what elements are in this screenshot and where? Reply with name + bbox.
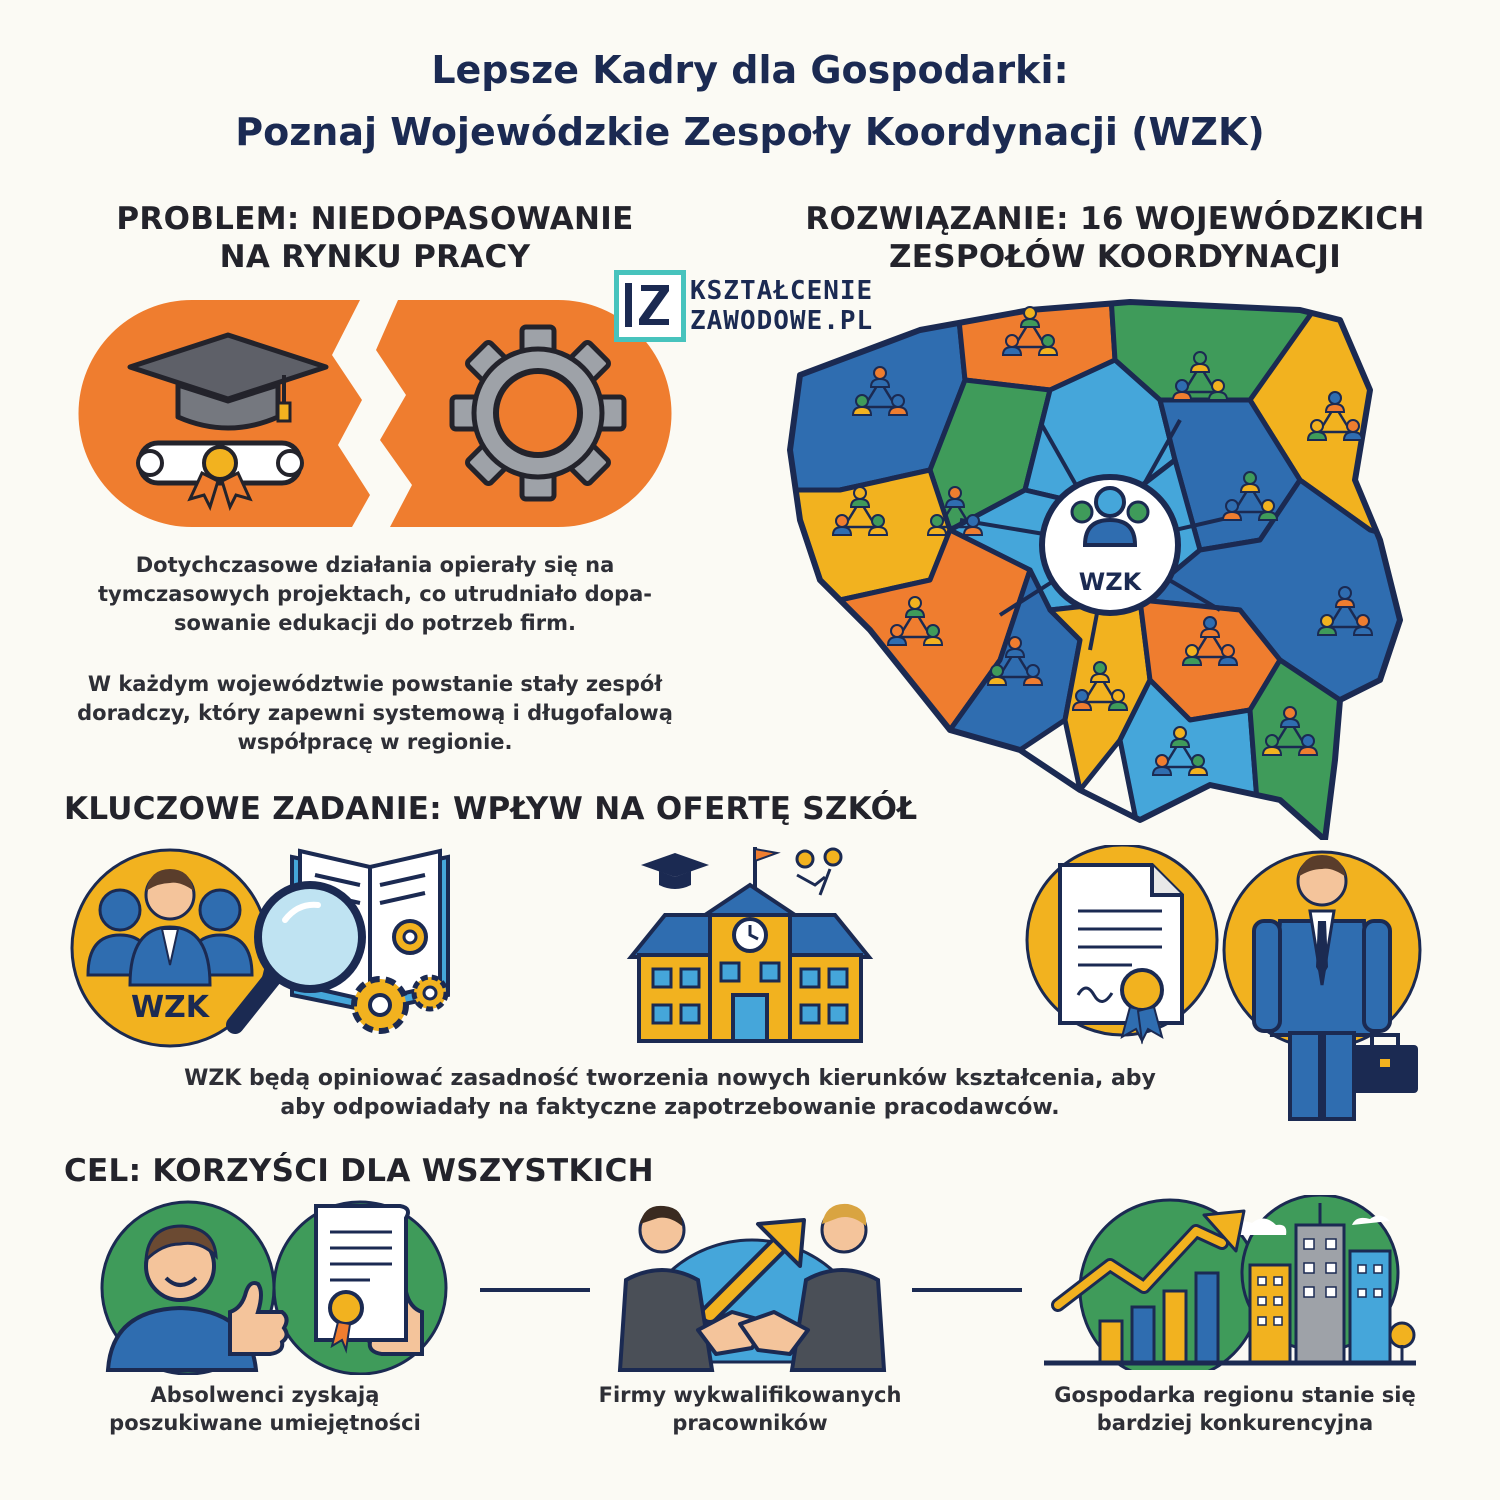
task-heading: KLUCZOWE ZADANIE: WPŁYW NA OFERTĘ SZKÓŁ — [64, 791, 918, 827]
goal-heading: CEL: KORZYŚCI DLA WSZYSTKICH — [64, 1153, 654, 1189]
page-title-line1: Lepsze Kadry dla Gospodarki: — [431, 48, 1069, 92]
task-badge-label: WZK — [130, 990, 210, 1025]
diploma-icon — [316, 1206, 408, 1350]
goal-item2-line1: Firmy wykwalifikowanych — [598, 1383, 902, 1407]
graduation-cap-icon — [641, 853, 709, 889]
problem-paragraph1-line3: sowanie edukacji do potrzeb firm. — [174, 611, 576, 635]
problem-paragraph1-line2: tymczasowych projektach, co utrudniało dopa- — [97, 582, 653, 606]
problem-paragraph2-line2: doradczy, który zapewni systemową i długofalową — [77, 701, 673, 725]
logo-line2: ZAWODOWE.PL — [690, 306, 874, 336]
task-review-illustration — [70, 845, 470, 1055]
page-title-line2: Poznaj Wojewódzkie Zespoły Koordynacji (WZK) — [235, 110, 1265, 154]
problem-paragraph2-line3: współpracę w regionie. — [237, 730, 513, 754]
goal-item1-line2: poszukiwane umiejętności — [109, 1411, 421, 1435]
companies-benefit-illustration — [612, 1190, 892, 1375]
goal-divider-1 — [480, 1288, 590, 1292]
map-center-label: WZK — [1078, 568, 1142, 596]
solution-heading-line1: ROZWIĄZANIE: 16 WOJEWÓDZKICH — [805, 201, 1425, 237]
graduate-benefit-illustration — [100, 1200, 450, 1375]
goal-item3-line2: bardziej konkurencyjna — [1096, 1411, 1374, 1435]
mismatch-illustration — [70, 295, 680, 535]
solution-heading-line2: ZESPOŁÓW KOORDYNACJI — [888, 239, 1342, 275]
wzk-hub — [1042, 477, 1178, 613]
logo-mark — [614, 270, 686, 342]
document-icon — [1060, 865, 1182, 1041]
problem-paragraph2-line1: W każdym województwie powstanie stały zespół — [87, 672, 663, 696]
goal-item3-line1: Gospodarka regionu stanie się — [1054, 1383, 1416, 1407]
school-icon — [625, 845, 875, 1045]
briefcase-icon — [1352, 1035, 1418, 1093]
gear-icon — [452, 327, 624, 499]
task-description-line1: WZK będą opiniować zasadność tworzenia nowych kierunków kształcenia, aby — [184, 1066, 1156, 1091]
problem-heading-line1: PROBLEM: NIEDOPASOWANIE — [116, 201, 634, 237]
economy-benefit-illustration — [1040, 1195, 1420, 1370]
goal-item1-line1: Absolwenci zyskają — [150, 1383, 380, 1407]
logo-line1: KSZTAŁCENIE — [690, 276, 874, 306]
problem-heading-line2: NA RYNKU PRACY — [219, 239, 531, 275]
problem-paragraph1-line1: Dotychczasowe działania opierały się na — [135, 553, 615, 577]
task-description-line2: aby odpowiadały na faktyczne zapotrzebowanie pracodawców. — [280, 1095, 1060, 1120]
goal-divider-2 — [912, 1288, 1022, 1292]
poland-map — [780, 280, 1440, 840]
goal-item2-line2: pracowników — [672, 1411, 828, 1435]
